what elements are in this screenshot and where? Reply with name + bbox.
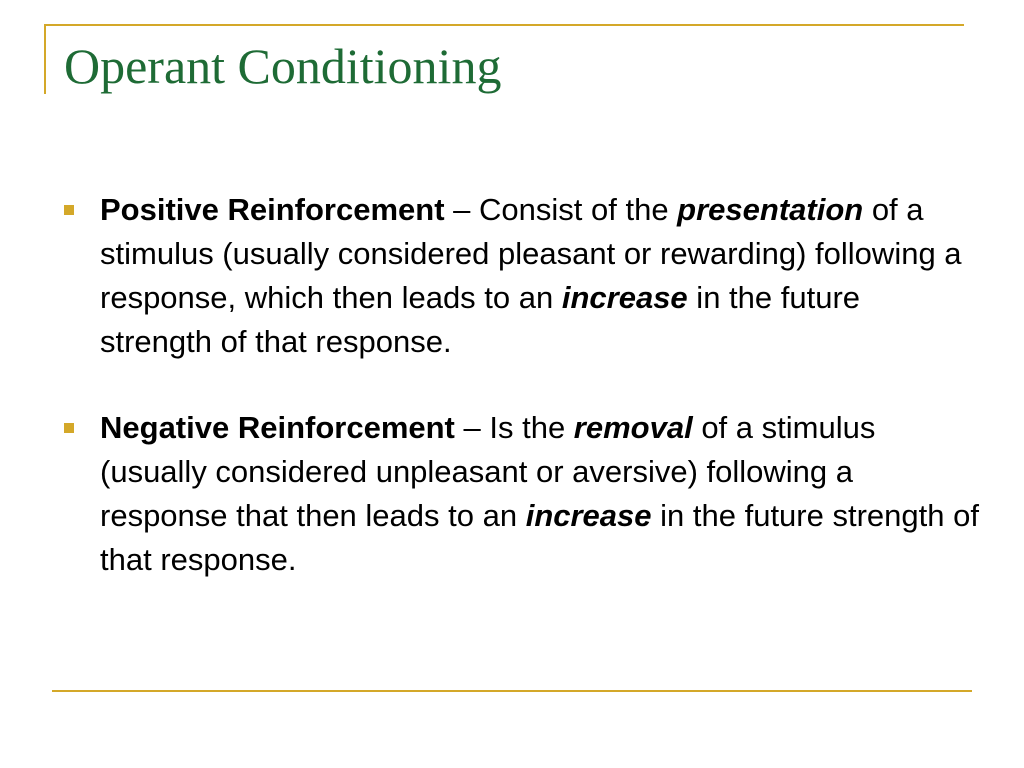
bullet-dash: –: [454, 410, 490, 445]
bullet-text: Is the: [489, 410, 574, 445]
bottom-border-line: [52, 690, 972, 692]
slide-title: Operant Conditioning: [64, 38, 502, 94]
bullet-text: of a stimulus (usually considered unpleasant or aversive) following a response that then leads to an: [100, 410, 876, 533]
bullet-negative-reinforcement: [100, 406, 980, 582]
emphasis-removal: removal: [573, 410, 693, 445]
bullet-text: Consist of the: [479, 192, 678, 227]
bullet-text: in the future strength of that response.: [100, 280, 861, 359]
square-bullet-icon: [64, 205, 74, 215]
bullet-positive-reinforcement: [100, 188, 980, 364]
bullet-text: of a stimulus (usually considered pleasant or rewarding) following a response, which then leads to an: [100, 192, 962, 315]
bullet-term: Positive Reinforcement: [100, 192, 445, 227]
emphasis-increase: increase: [561, 280, 688, 315]
square-bullet-icon: [64, 423, 74, 433]
bullet-list: [100, 188, 980, 624]
emphasis-increase: increase: [525, 498, 652, 533]
emphasis-presentation: presentation: [677, 192, 864, 227]
bullet-text: in the future strength of that response.: [100, 498, 979, 577]
top-border-line: [44, 24, 964, 26]
left-border-line: [44, 24, 46, 94]
bullet-dash: –: [444, 192, 480, 227]
bullet-term: Negative Reinforcement: [100, 410, 455, 445]
